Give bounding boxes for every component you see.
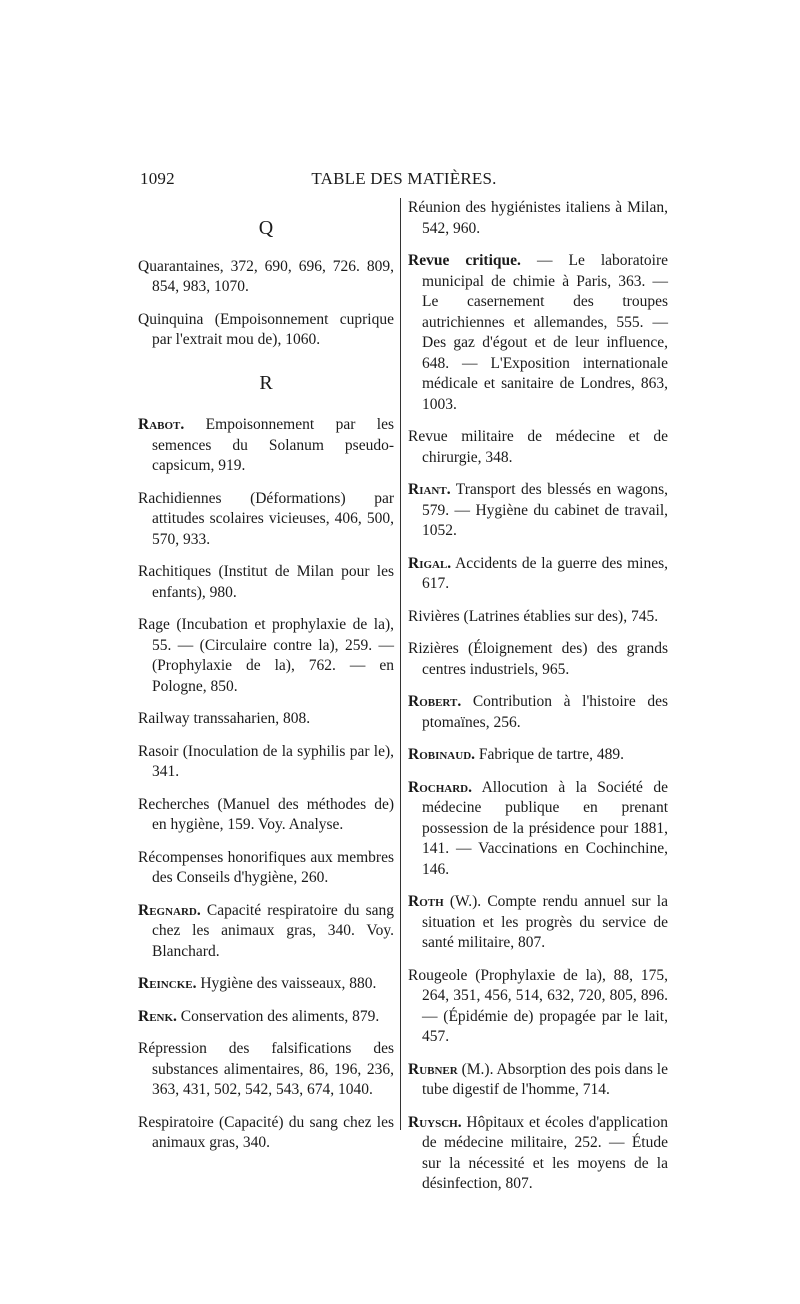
page-number: 1092: [140, 169, 175, 188]
left-column: [138, 198, 394, 1166]
index-entry-regnard: Regnard. Capacité respiratoire du sang chez les animaux gras, 340. Voy. Blanchard.: [138, 901, 394, 960]
index-entry-railway: Railway transsaharien, 808.: [138, 710, 311, 727]
section-letter-q: Q: [258, 217, 274, 239]
index-entry-robinaud: Robinaud. Fabrique de tartre, 489.: [408, 746, 624, 763]
entry-author: Renk.: [138, 1007, 177, 1025]
entry-author: Rubner: [408, 1060, 458, 1078]
index-entry-rachitiques: Rachitiques (Institut de Milan pour les enfants), 980.: [138, 563, 394, 601]
index-entry-respiratoire: Respiratoire (Capacité) du sang chez les animaux gras, 340.: [138, 1113, 394, 1151]
index-entry-rougeole: Rougeole (Prophylaxie de la), 88, 175, 264, 351, 456, 514, 632, 720, 805, 896. — (Épidémie de) propagée par le lait, 457.: [408, 966, 668, 1045]
index-entry-rachidiennes: Rachidiennes (Déformations) par attitudes scolaires vicieuses, 406, 500, 570, 933.: [138, 489, 394, 548]
index-entry-rigal: Rigal. Accidents de la guerre des mines, 617.: [408, 554, 668, 592]
index-entry-revue-militaire: Revue militaire de médecine et de chirurgie, 348.: [408, 428, 668, 466]
entry-author: Reincke.: [138, 975, 197, 992]
index-entry-rochard: Rochard. Allocution à la Société de médecine publique en prenant possession de la présidence pour 1881, 141. — Vaccinations en Cochinchine, 146.: [408, 778, 668, 878]
index-entry-revue-critique: Revue critique. — Le laboratoire municipal de chimie à Paris, 363. — Le casernement des troupes autrichiennes et allemandes, 555. — Des gaz d'égout et de leur influence, 648. — L'Exposition internationale médicale et sanitaire de Londres, 863, 1003.: [408, 252, 669, 413]
page-header: [140, 169, 668, 193]
entry-author: Rochard.: [408, 778, 472, 796]
index-entry-recherches: Recherches (Manuel des méthodes de) en hygiène, 159. Voy. Analyse.: [138, 795, 394, 833]
entry-author: Rigal.: [408, 554, 452, 572]
entry-author: Regnard.: [138, 901, 201, 919]
index-entry-riant: Riant. Transport des blessés en wagons, 579. — Hygiène du cabinet de travail, 1052.: [408, 481, 668, 539]
index-entry-rabot: Rabot. Empoisonnement par les semences du Solanum pseudo-capsicum, 919.: [138, 416, 394, 474]
index-entry-quinquina: Quinquina (Empoisonnement cuprique par l'extrait mou de), 1060.: [138, 310, 394, 348]
entry-author: Roth: [408, 893, 444, 910]
index-entry-renk: Renk. Conservation des aliments, 879.: [138, 1007, 380, 1025]
index-entry-ruysch: Ruysch. Hôpitaux et écoles d'application de médecine militaire, 252. — Étude sur la nécessité et les moyens de la désinfection, 807.: [408, 1113, 668, 1192]
index-entry-rizieres: Rizières (Éloignement des) des grands centres industriels, 965.: [408, 640, 668, 678]
index-entry-rasoir: Rasoir (Inoculation de la syphilis par le), 341.: [138, 742, 394, 780]
index-entry-quarantaines: Quarantaines, 372, 690, 696, 726. 809, 854, 983, 1070.: [138, 257, 394, 295]
entry-author: Robert.: [408, 693, 462, 710]
entry-author: Riant.: [408, 481, 451, 498]
index-entry-roth: Roth (W.). Compte rendu annuel sur la situation et les progrès du service de santé militaire, 807.: [408, 893, 668, 951]
index-entry-recompenses: Récompenses honorifiques aux membres des Conseils d'hygiène, 260.: [138, 848, 394, 886]
index-entry-rubner: Rubner (M.). Absorption des pois dans le tube digestif de l'homme, 714.: [408, 1060, 668, 1098]
index-entry-rivieres: Rivières (Latrines établies sur des), 745.: [408, 607, 659, 625]
entry-heading: Revue critique.: [408, 252, 521, 269]
right-column: [408, 198, 668, 1207]
entry-author: Rabot.: [138, 416, 185, 433]
entry-author: Robinaud.: [408, 746, 476, 763]
index-entry-reincke: Reincke. Hygiène des vaisseaux, 880.: [138, 975, 377, 992]
index-entry-repression: Répression des falsifications des substances alimentaires, 86, 196, 236, 363, 431, 502, 542, 543, 674, 1040.: [138, 1040, 394, 1098]
entry-author: Ruysch.: [408, 1113, 462, 1131]
index-entry-reunion: Réunion des hygiénistes italiens à Milan, 542, 960.: [408, 199, 668, 237]
section-letter-r: R: [259, 371, 273, 394]
index-entry-rage: Rage (Incubation et prophylaxie de la), 55. — (Circulaire contre la), 259. — (Prophylaxie de la), 762. — en Pologne, 850.: [138, 616, 394, 695]
column-divider: [400, 198, 401, 1130]
running-title: TABLE DES MATIÈRES.: [311, 169, 497, 188]
index-entry-robert: Robert. Contribution à l'histoire des ptomaïnes, 256.: [408, 693, 668, 731]
